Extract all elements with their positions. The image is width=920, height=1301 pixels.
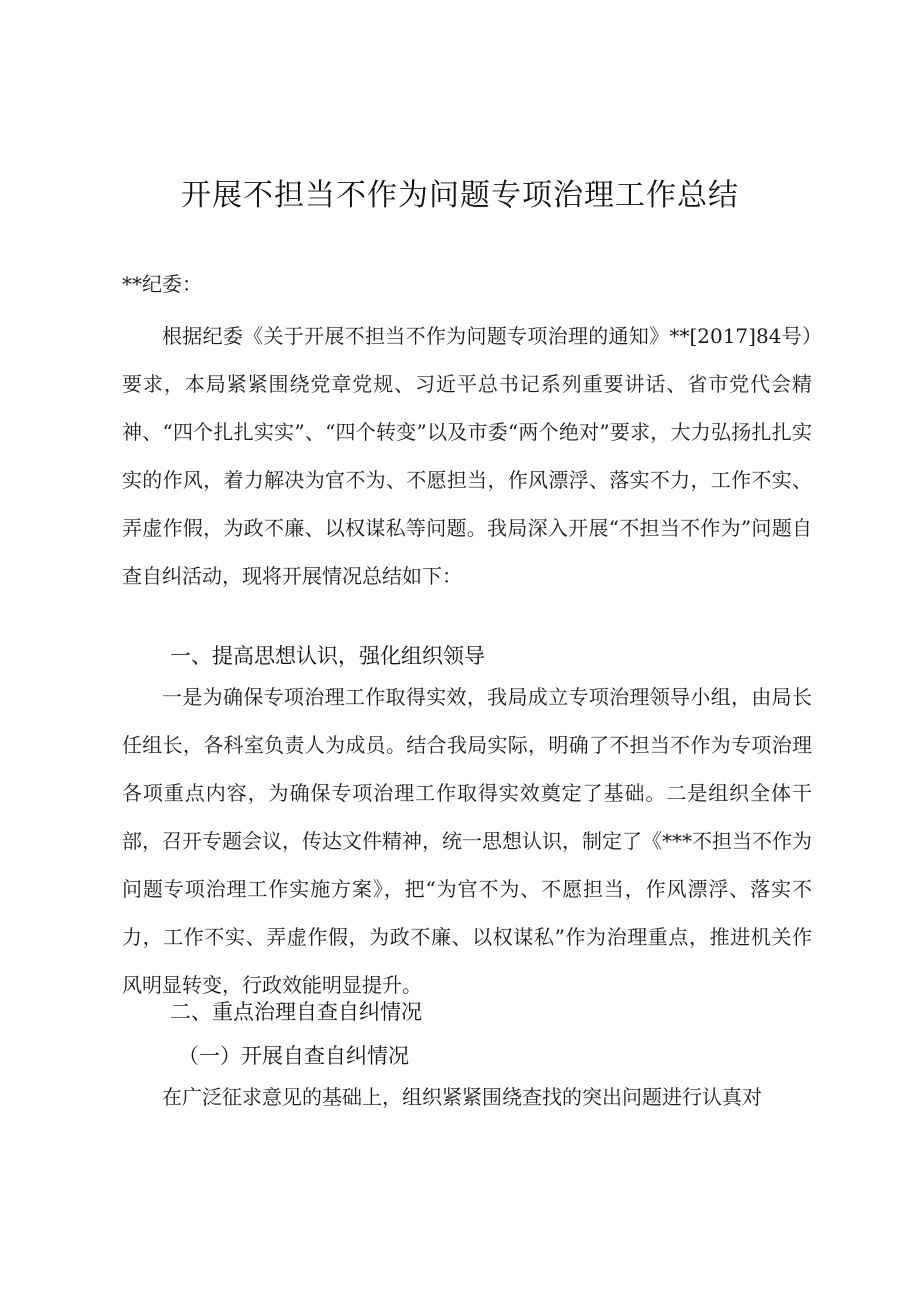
section-1-paragraph: 一是为确保专项治理工作取得实效，我局成立专项治理领导小组，由局长任组长，各科室负责人为成员。结合我局实际，明确了不担当不作为专项治理各项重点内容，为确保专项治理工作取得实效奠定了基础。二是组织全体干部，召开专题会议，传达文件精神，统一思想认识，制定了《***不担当不作为问题专项治理工作实施方案》，把“为官不为、不愿担当，作风漂浮、落实不力，工作不实、弄虚作假，为政不廉、以权谋私”作为治理重点，推进机关作风明显转变，行政效能明显提升。 (122, 685, 812, 997)
section-2-subheading-1: （一）开展自查自纠情况 (178, 1044, 409, 1068)
section-2-sub-1-paragraph: 在广泛征求意见的基础上，组织紧紧围绕查找的突出问题进行认真对 (162, 1085, 762, 1109)
section-1-heading: 一、提高思想认识，强化组织领导 (170, 644, 485, 668)
section-2-heading: 二、重点治理自查自纠情况 (170, 1000, 422, 1024)
intro-paragraph: 根据纪委《关于开展不担当不作为问题专项治理的通知》**[2017]84号）要求，本局紧紧围绕党章党规、习近平总书记系列重要讲话、省市党代会精神、“四个扎扎实实”、“四个转变”以及市委“两个绝对”要求，大力弘扬扎扎实实的作风，着力解决为官不为、不愿担当，作风漂浮、落实不力，工作不实、弄虚作假，为政不廉、以权谋私等问题。我局深入开展“不担当不作为”问题自查自纠活动，现将开展情况总结如下： (122, 324, 812, 588)
document-title: 开展不担当不作为问题专项治理工作总结 (181, 178, 739, 213)
salutation: **纪委： (122, 272, 202, 296)
